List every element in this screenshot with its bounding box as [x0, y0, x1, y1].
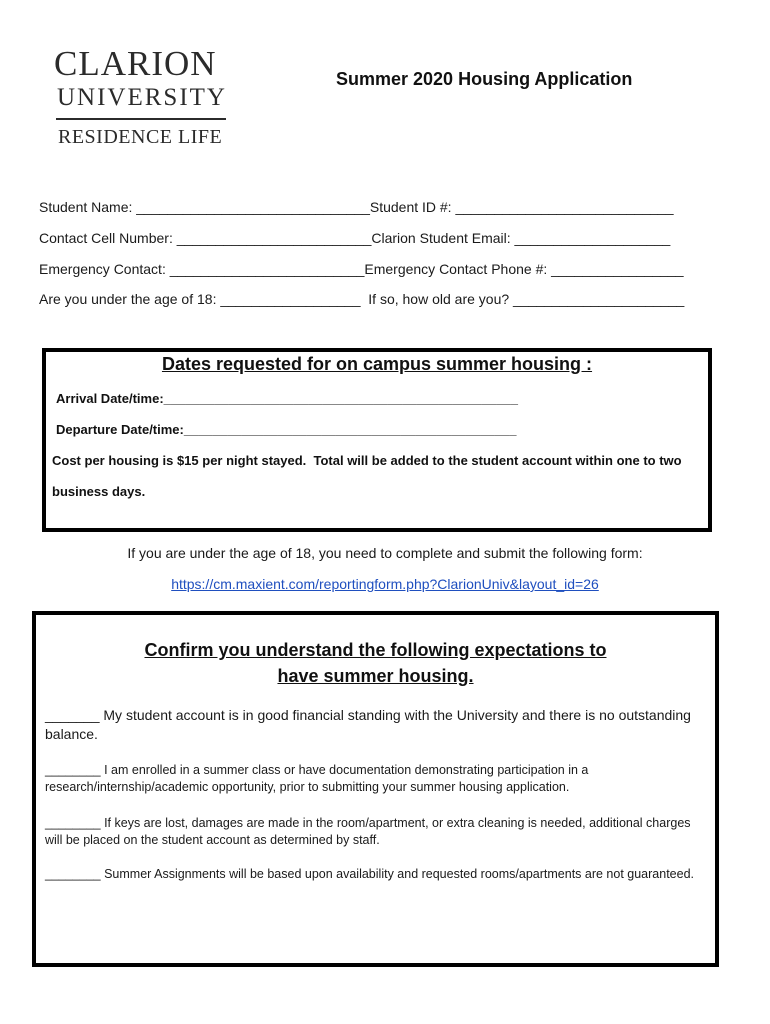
expectation-enrollment: ________ I am enrolled in a summer class or have documentation demonstrating participation in a research/internship/academic opportunity, prior to submitting your summer housing application.: [45, 763, 589, 794]
under-18-note: If you are under the age of 18, you need to complete and submit the following form:: [127, 545, 643, 561]
logo-residence-life: RESIDENCE LIFE: [58, 126, 223, 148]
expectations-heading: [32, 637, 719, 689]
logo-university: UNIVERSITY: [57, 84, 227, 111]
expectations-heading-line2: have summer housing.: [277, 666, 474, 686]
departure-datetime: Departure Date/time:______________________________________________: [56, 422, 517, 437]
field-contact-email: Contact Cell Number: _________________________Clarion Student Email: ____________________: [39, 230, 671, 246]
expectation-damages: ________ If keys are lost, damages are made in the room/apartment, or extra cleaning is needed, additional charges will be placed on the student account as determined by staff.: [45, 816, 691, 847]
dates-requested-box: [42, 348, 712, 532]
document-title: Summer 2020 Housing Application: [336, 69, 633, 89]
logo-clarion: CLARION: [54, 44, 217, 83]
cost-note-continued: business days.: [52, 484, 146, 499]
expectation-financial-standing: _______ My student account is in good financial standing with the University and there is no outstanding balance.: [45, 707, 691, 742]
arrival-datetime: Arrival Date/time:_________________________________________________: [56, 391, 518, 406]
expectation-assignments: ________ Summer Assignments will be based upon availability and requested rooms/apartments are not guaranteed.: [45, 867, 695, 881]
reporting-form-link[interactable]: https://cm.maxient.com/reportingform.php?ClarionUniv&layout_id=26: [171, 576, 599, 592]
logo-divider: [56, 118, 226, 120]
dates-requested-heading: Dates requested for on campus summer housing :: [161, 354, 593, 374]
field-age: Are you under the age of 18: __________________ If so, how old are you? ______________________: [39, 291, 685, 307]
cost-note: Cost per housing is $15 per night stayed. Total will be added to the student account within one to two: [52, 453, 682, 468]
expectations-heading-line1: Confirm you understand the following expectations to: [144, 640, 607, 660]
field-student-name-id: Student Name: ______________________________Student ID #: ____________________________: [39, 199, 674, 215]
field-emergency-contact: Emergency Contact: _________________________Emergency Contact Phone #: _________________: [39, 261, 684, 277]
